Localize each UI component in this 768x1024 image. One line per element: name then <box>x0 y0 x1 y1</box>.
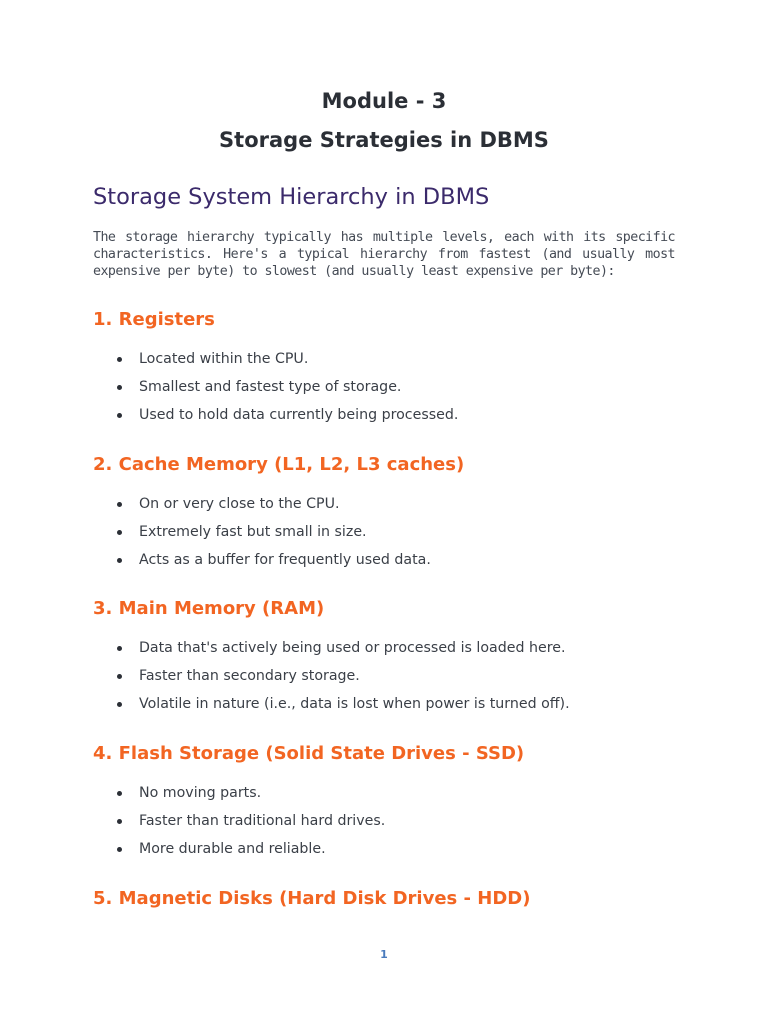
list-item <box>93 377 458 405</box>
bullet-icon <box>117 385 122 390</box>
list-item-text: Faster than secondary storage. <box>139 668 360 684</box>
level-5-heading: 5. Magnetic Disks (Hard Disk Drives - HDD) <box>93 888 531 909</box>
list-item <box>93 694 570 722</box>
list-item <box>93 349 458 377</box>
list-item-text: Acts as a buffer for frequently used data. <box>139 552 431 568</box>
list-item-text: Used to hold data currently being processed. <box>139 407 459 423</box>
bullet-icon <box>117 558 122 563</box>
bullet-icon <box>117 674 122 679</box>
list-item-text: No moving parts. <box>139 785 262 801</box>
list-item <box>93 638 570 666</box>
document-title: Storage Strategies in DBMS <box>219 128 549 152</box>
list-item-text: Faster than traditional hard drives. <box>139 813 386 829</box>
list-item-text: On or very close to the CPU. <box>139 496 340 512</box>
list-item <box>93 550 431 578</box>
list-item-text: More durable and reliable. <box>139 841 326 857</box>
list-item <box>93 405 458 433</box>
bullet-icon <box>117 357 122 362</box>
list-item-text: Data that's actively being used or processed is loaded here. <box>139 640 566 656</box>
level-2-list <box>93 494 431 578</box>
list-item-text: Located within the CPU. <box>139 351 309 367</box>
bullet-icon <box>117 791 122 796</box>
bullet-icon <box>117 530 122 535</box>
bullet-icon <box>117 819 122 824</box>
bullet-icon <box>117 702 122 707</box>
bullet-icon <box>117 646 122 651</box>
level-3-list <box>93 638 570 722</box>
list-item <box>93 522 431 550</box>
page-number: 1 <box>380 948 388 961</box>
list-item-text: Volatile in nature (i.e., data is lost when power is turned off). <box>139 696 570 712</box>
level-1-list <box>93 349 458 433</box>
level-3-heading: 3. Main Memory (RAM) <box>93 598 325 619</box>
intro-paragraph: The storage hierarchy typically has multiple levels, each with its specific characteristics. Here's a typical hierarchy from fastest (and usually most expensive per byte) to slowest (and usually least expensive per byte): <box>93 230 675 279</box>
section-title: Storage System Hierarchy in DBMS <box>93 184 490 210</box>
list-item <box>93 811 385 839</box>
level-2-heading: 2. Cache Memory (L1, L2, L3 caches) <box>93 454 465 475</box>
list-item <box>93 666 570 694</box>
list-item-text: Extremely fast but small in size. <box>139 524 367 540</box>
level-1-heading: 1. Registers <box>93 309 215 330</box>
list-item <box>93 494 431 522</box>
level-4-heading: 4. Flash Storage (Solid State Drives - SSD) <box>93 743 525 764</box>
list-item <box>93 839 385 867</box>
list-item <box>93 783 385 811</box>
bullet-icon <box>117 847 122 852</box>
level-4-list <box>93 783 385 867</box>
list-item-text: Smallest and fastest type of storage. <box>139 379 402 395</box>
module-title: Module - 3 <box>321 89 447 113</box>
bullet-icon <box>117 502 122 507</box>
bullet-icon <box>117 413 122 418</box>
